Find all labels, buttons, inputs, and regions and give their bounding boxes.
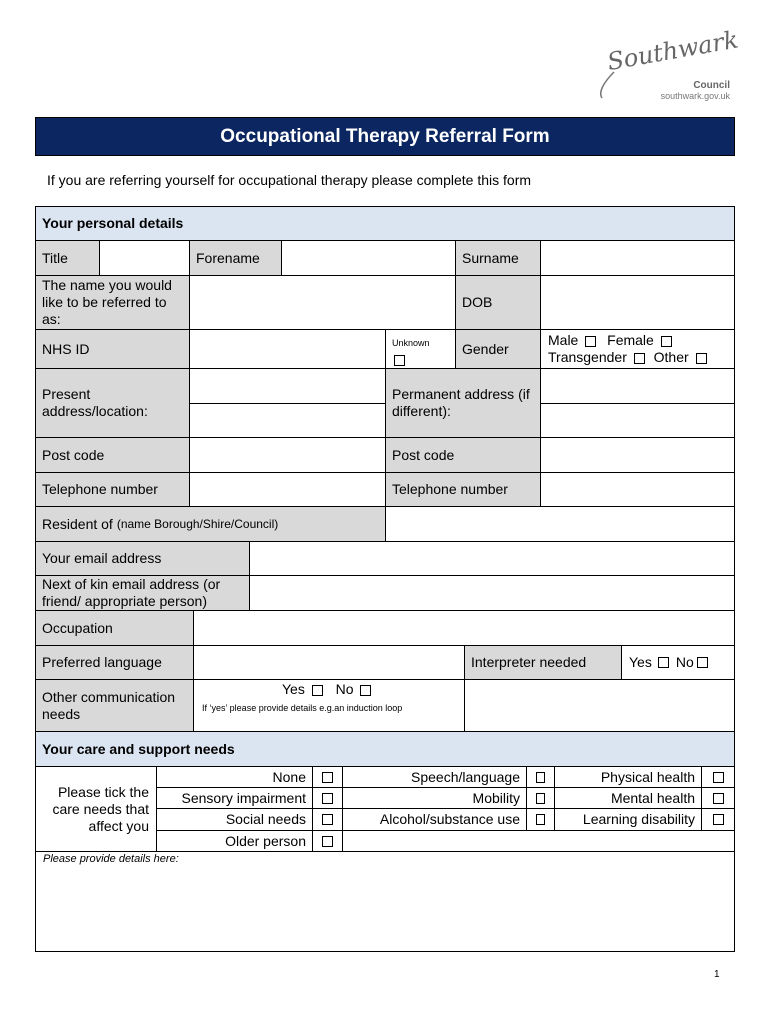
present-address-label: Present address/location: <box>35 368 190 438</box>
permanent-address-label: Permanent address (if different): <box>385 368 541 438</box>
page-number: 1 <box>714 969 720 980</box>
interpreter-no-checkbox[interactable] <box>697 657 708 668</box>
care-mental-label: Mental health <box>554 787 702 809</box>
interpreter-no-label: No <box>675 654 694 670</box>
permanent-postcode-label: Post code <box>385 437 541 473</box>
resident-of-label <box>35 506 386 542</box>
permanent-telephone-label: Telephone number <box>385 472 541 507</box>
other-comm-yes-checkbox[interactable] <box>312 685 323 696</box>
gender-trans-label: Transgender <box>548 349 627 365</box>
gender-other-checkbox[interactable] <box>696 353 707 364</box>
care-learning-label: Learning disability <box>554 808 702 831</box>
care-mobility-checkbox[interactable] <box>536 793 545 804</box>
other-comm-details-field[interactable] <box>464 679 735 732</box>
postcode-field[interactable] <box>189 437 386 473</box>
care-none-label: None <box>156 766 313 788</box>
care-mobility-checkbox-cell <box>526 787 555 809</box>
tick-care-needs-label: Please tick the care needs that affect you <box>35 766 157 852</box>
surname-label: Surname <box>455 240 541 276</box>
occupation-label: Occupation <box>35 610 194 646</box>
care-mental-checkbox[interactable] <box>713 793 724 804</box>
care-learning-checkbox-cell <box>701 808 735 831</box>
gender-male-label: Male <box>548 332 579 348</box>
forename-field[interactable] <box>281 240 456 276</box>
surname-field[interactable] <box>540 240 735 276</box>
permanent-address-line1[interactable] <box>540 368 735 404</box>
other-comm-yes-label: Yes <box>282 681 305 697</box>
care-sensory-checkbox[interactable] <box>322 793 333 804</box>
care-alcohol-label: Alcohol/substance use <box>342 808 527 831</box>
title-field[interactable] <box>99 240 190 276</box>
gender-options <box>540 329 735 369</box>
gender-label: Gender <box>455 329 541 369</box>
interpreter-label: Interpreter needed <box>464 645 622 680</box>
telephone-label: Telephone number <box>35 472 190 507</box>
care-mental-checkbox-cell <box>701 787 735 809</box>
care-sensory-checkbox-cell <box>312 787 343 809</box>
care-details-label: Please provide details here: <box>43 853 179 865</box>
logo-url: southwark.gov.uk <box>660 91 730 101</box>
care-physical-checkbox-cell <box>701 766 735 788</box>
resident-of-note: (name Borough/Shire/Council) <box>116 516 279 531</box>
care-speech-checkbox-cell <box>526 766 555 788</box>
unknown-checkbox[interactable] <box>394 355 405 366</box>
care-older-checkbox[interactable] <box>322 836 333 847</box>
gender-male-checkbox[interactable] <box>585 336 596 347</box>
logo-council: Council <box>693 80 730 91</box>
care-social-label: Social needs <box>156 808 313 831</box>
care-alcohol-checkbox[interactable] <box>536 814 545 825</box>
nhs-id-label: NHS ID <box>35 329 190 369</box>
care-none-checkbox-cell <box>312 766 343 788</box>
permanent-address-line2[interactable] <box>540 403 735 438</box>
resident-of-field[interactable] <box>385 506 735 542</box>
other-comm-note: If ‘yes’ please provide details e.g.an induction loop <box>202 703 403 713</box>
gender-other-label: Other <box>653 349 689 365</box>
email-field[interactable] <box>249 541 735 576</box>
permanent-postcode-field[interactable] <box>540 437 735 473</box>
gender-female-checkbox[interactable] <box>661 336 672 347</box>
resident-of-text: Resident of <box>42 515 113 532</box>
care-sensory-label: Sensory impairment <box>156 787 313 809</box>
unknown-label: Unknown <box>392 338 430 348</box>
interpreter-yes-checkbox[interactable] <box>658 657 669 668</box>
care-social-checkbox-cell <box>312 808 343 831</box>
dob-label: DOB <box>455 275 541 330</box>
title-label: Title <box>35 240 100 276</box>
other-comm-no-checkbox[interactable] <box>360 685 371 696</box>
email-label: Your email address <box>35 541 250 576</box>
care-none-checkbox[interactable] <box>322 772 333 783</box>
interpreter-options <box>621 645 735 680</box>
language-label: Preferred language <box>35 645 194 680</box>
council-logo <box>596 25 741 104</box>
care-physical-label: Physical health <box>554 766 702 788</box>
postcode-label: Post code <box>35 437 190 473</box>
other-comm-label: Other communication needs <box>35 679 194 732</box>
care-mobility-label: Mobility <box>342 787 527 809</box>
care-speech-label: Speech/language <box>342 766 527 788</box>
other-comm-options <box>193 679 465 732</box>
referred-name-label: The name you would like to be referred to as: <box>35 275 190 330</box>
care-empty-cell <box>342 830 735 852</box>
dob-field[interactable] <box>540 275 735 330</box>
nhs-id-field[interactable] <box>189 329 386 369</box>
present-address-line1[interactable] <box>189 368 386 404</box>
present-address-line2[interactable] <box>189 403 386 438</box>
care-needs-heading: Your care and support needs <box>35 731 735 767</box>
nhs-unknown-cell <box>385 329 456 369</box>
kin-email-field[interactable] <box>249 575 735 611</box>
personal-details-heading: Your personal details <box>35 206 735 241</box>
language-field[interactable] <box>193 645 465 680</box>
intro-text: If you are referring yourself for occupational therapy please complete this form <box>47 172 532 188</box>
care-older-checkbox-cell <box>312 830 343 852</box>
care-details-field[interactable] <box>35 851 735 952</box>
care-physical-checkbox[interactable] <box>713 772 724 783</box>
gender-trans-checkbox[interactable] <box>634 353 645 364</box>
occupation-field[interactable] <box>193 610 735 646</box>
kin-email-label: Next of kin email address (or friend/ appropriate person) <box>35 575 250 611</box>
gender-female-label: Female <box>607 332 654 348</box>
care-speech-checkbox[interactable] <box>536 772 545 783</box>
care-alcohol-checkbox-cell <box>526 808 555 831</box>
other-comm-no-label: No <box>335 681 354 697</box>
care-learning-checkbox[interactable] <box>713 814 724 825</box>
form-title: Occupational Therapy Referral Form <box>35 117 735 156</box>
permanent-telephone-field[interactable] <box>540 472 735 507</box>
care-social-checkbox[interactable] <box>322 814 333 825</box>
forename-label: Forename <box>189 240 282 276</box>
telephone-field[interactable] <box>189 472 386 507</box>
referred-name-field[interactable] <box>189 275 456 330</box>
interpreter-yes-label: Yes <box>629 654 652 670</box>
logo-wordmark: Southwark <box>605 25 741 76</box>
care-older-label: Older person <box>156 830 313 852</box>
